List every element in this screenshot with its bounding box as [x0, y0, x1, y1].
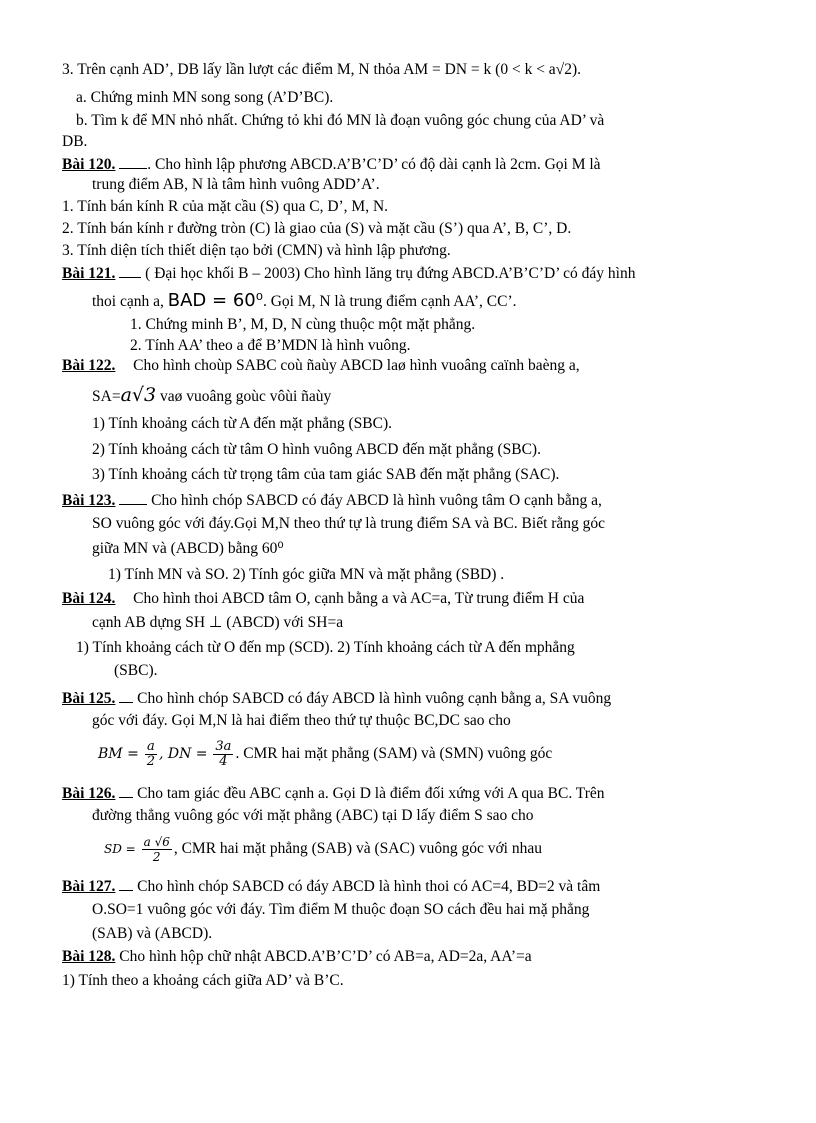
text-line	[92, 292, 517, 311]
text-line: SO vuông góc với đáy.Gọi M,N theo thứ tự là trung điểm SA và BC. Biết rằng góc	[92, 515, 606, 532]
text-line	[92, 386, 331, 406]
exercise-heading: Bài 120.	[62, 156, 116, 173]
text-line: Cho hình thoi ABCD tâm O, cạnh bằng a và AC=a, Từ trung điểm H của	[133, 590, 585, 607]
text-line: 1. Chứng minh B’, M, D, N cùng thuộc một mặt phẳng.	[130, 316, 476, 333]
exercise-121	[62, 263, 635, 283]
heading-underline	[119, 263, 141, 278]
exercise-122	[62, 357, 580, 375]
exercise-126	[62, 783, 605, 803]
text-line: Cho hình hộp chữ nhật ABCD.A’B’C’D’ có AB=a, AD=2a, AA’=a	[119, 948, 532, 965]
text-line: O.SO=1 vuông góc với đáy. Tìm điểm M thuộc đoạn SO cách đều hai mặ phẳng	[92, 901, 590, 918]
text-line: góc với đáy. Gọi M,N là hai điểm theo thứ tự thuộc BC,DC sao cho	[92, 712, 511, 729]
text-line: (SAB) và (ABCD).	[92, 925, 213, 942]
text-line: trung điểm AB, N là tâm hình vuông ADD’A’.	[92, 176, 380, 193]
text-segment: , CMR hai mặt phẳng (SAB) và (SAC) vuông góc với nhau	[173, 840, 542, 857]
text-line	[98, 739, 552, 769]
math-expression: SD =	[104, 842, 136, 856]
text-line: 1) Tính theo a khoảng cách giữa AD’ và B’C.	[62, 972, 344, 989]
heading-underline	[119, 783, 133, 798]
exercise-heading: Bài 127.	[62, 878, 116, 895]
exercise-123	[62, 490, 602, 510]
heading-underline	[119, 490, 147, 505]
text-segment: SA=	[92, 388, 121, 405]
text-line: ( Đại học khối B – 2003) Cho hình lăng trụ đứng ABCD.A’B’C’D’ có đáy hình	[145, 265, 636, 282]
heading-underline	[119, 876, 133, 891]
angle-expression: BAD = 60⁰	[167, 290, 263, 311]
exercise-127	[62, 876, 600, 896]
text-line: Cho hình chóp SABCD có đáy ABCD là hình vuông tâm O cạnh bằng a,	[151, 492, 602, 509]
exercise-heading: Bài 121.	[62, 265, 116, 282]
text-line: 3. Trên cạnh AD’, DB lấy lần lượt các điểm M, N thỏa AM = DN = k (0 < k < a√2).	[62, 61, 581, 78]
text-line: DB.	[62, 133, 88, 150]
math-expression: a√3	[120, 384, 157, 406]
fraction: $\frac{a √6}{2}$	[143, 834, 170, 864]
math-expression: , DN =	[158, 746, 208, 762]
text-line: Cho tam giác đều ABC cạnh a. Gọi D là điểm đối xứng với A qua BC. Trên	[137, 785, 605, 802]
text-line: 3) Tính khoảng cách từ trọng tâm của tam giác SAB đến mặt phẳng (SAC).	[92, 466, 560, 483]
text-line: (SBC).	[114, 662, 158, 679]
text-line: giữa MN và (ABCD) bằng 60⁰	[92, 540, 284, 557]
text-line: b. Tìm k để MN nhỏ nhất. Chứng tỏ khi đó MN là đoạn vuông góc chung của AD’ và	[76, 112, 605, 129]
math-expression: BM =	[98, 746, 139, 762]
text-line: 2. Tính bán kính r đường tròn (C) là giao của (S) và mặt cầu (S’) qua A’, B, C’, D.	[62, 220, 572, 237]
text-line: cạnh AB dựng SH ⊥ (ABCD) với SH=a	[92, 614, 344, 631]
text-line: 3. Tính diện tích thiết diện tạo bởi (CMN) và hình lập phương.	[62, 242, 451, 259]
text-line	[104, 834, 542, 864]
text-line: 2. Tính AA’ theo a để B’MDN là hình vuông.	[130, 337, 411, 354]
text-segment: . Gọi M, N là trung điểm cạnh AA’, CC’.	[262, 293, 517, 310]
fraction: $\frac{a}{2}$	[146, 738, 155, 769]
text-line: Cho hình chóp SABCD có đáy ABCD là hình thoi có AC=4, BD=2 và tâm	[137, 878, 601, 895]
exercise-heading: Bài 124.	[62, 590, 116, 607]
exercise-120	[62, 154, 601, 174]
text-segment: thoi cạnh a,	[92, 293, 164, 310]
exercise-124	[62, 590, 584, 608]
text-line: Cho hình choùp SABC coù ñaùy ABCD laø hình vuoâng caïnh baèng a,	[133, 357, 580, 374]
exercise-125	[62, 688, 611, 708]
text-line: 2) Tính khoảng cách từ tâm O hình vuông ABCD đến mặt phẳng (SBC).	[92, 441, 541, 458]
text-line: . Cho hình lập phương ABCD.A’B’C’D’ có độ dài cạnh là 2cm. Gọi M là	[147, 156, 601, 173]
text-line: 1) Tính MN và SO. 2) Tính góc giữa MN và mặt phẳng (SBD) .	[108, 566, 505, 583]
fraction: $\frac{3a}{4}$	[215, 738, 232, 769]
heading-underline	[119, 688, 133, 703]
exercise-heading: Bài 125.	[62, 690, 116, 707]
exercise-heading: Bài 122.	[62, 357, 116, 374]
text-segment: . CMR hai mặt phẳng (SAM) và (SMN) vuông góc	[235, 745, 553, 762]
text-line: 1) Tính khoảng cách từ A đến mặt phẳng (SBC).	[92, 415, 392, 432]
text-line: 1. Tính bán kính R của mặt cầu (S) qua C, D’, M, N.	[62, 198, 389, 215]
heading-underline	[119, 154, 147, 169]
exercise-heading: Bài 128.	[62, 948, 116, 965]
text-segment: vaø vuoâng goùc vôùi ñaùy	[159, 388, 332, 405]
exercise-heading: Bài 126.	[62, 785, 116, 802]
exercise-heading: Bài 123.	[62, 492, 116, 509]
exercise-128	[62, 948, 532, 966]
text-line: a. Chứng minh MN song song (A’D’BC).	[76, 89, 334, 106]
text-line: 1) Tính khoảng cách từ O đến mp (SCD). 2) Tính khoảng cách từ A đến mphẳng	[76, 639, 575, 656]
text-line: đường thẳng vuông góc với mặt phẳng (ABC) tại D lấy điểm S sao cho	[92, 807, 534, 824]
text-line: Cho hình chóp SABCD có đáy ABCD là hình vuông cạnh bằng a, SA vuông	[137, 690, 612, 707]
